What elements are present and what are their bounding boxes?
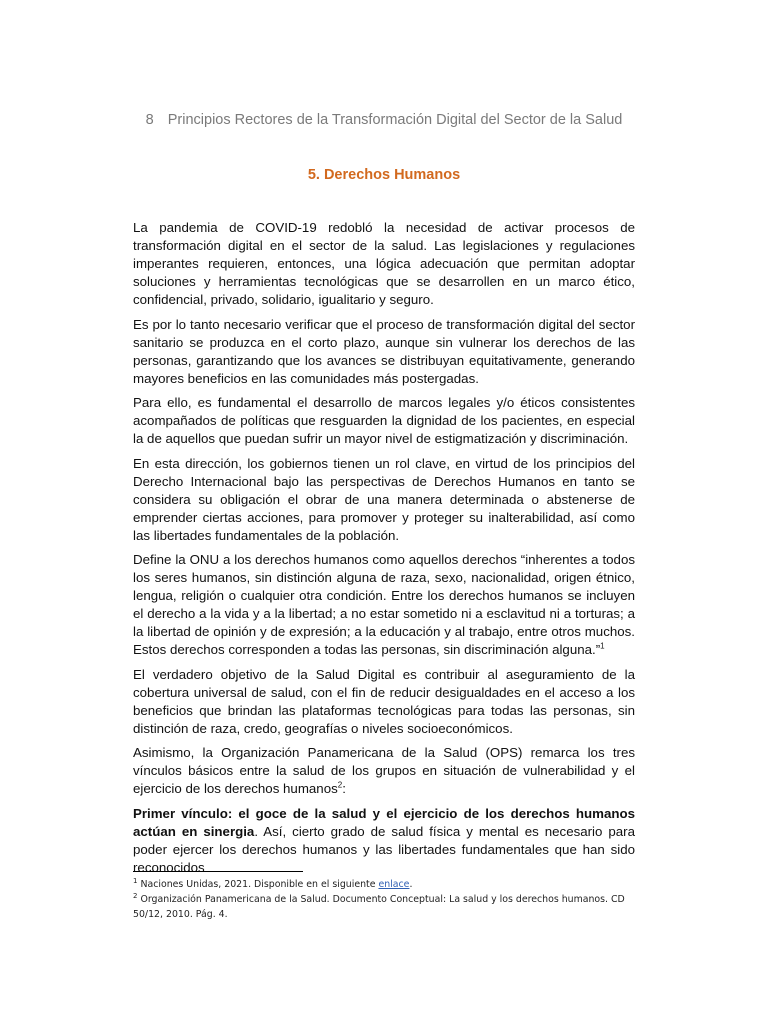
paragraph xyxy=(133,744,635,798)
body-text xyxy=(133,219,635,883)
paragraph-end: : xyxy=(342,781,346,796)
paragraph: El verdadero objetivo de la Salud Digital es contribuir al aseguramiento de la cobertura universal de salud, con el fin de reducir desigualdades en el acceso a los beneficios que brindan las plataformas tecnológicas para todas las personas, sin distinción de raza, credo, geografías o niveles socioeconómicos. xyxy=(133,666,635,736)
running-title: Principios Rectores de la Transformación Digital del Sector de la Salud xyxy=(167,112,623,128)
paragraph: En esta dirección, los gobiernos tienen un rol clave, en virtud de los principios del Derecho Internacional bajo las perspectivas de Derechos Humanos en tanto se considera su obligación el obrar de una manera determinada o abstenerse de emprender ciertas acciones, para promover y proteger su inalterabilidad, así como las libertades fundamentales de la población. xyxy=(133,455,635,543)
footnote-text: Organización Panamericana de la Salud. Documento Conceptual: La salud y los derechos humanos. CD 50/12, 2010. Pág. 4. xyxy=(133,894,625,920)
footnote-end: . xyxy=(409,879,413,890)
footnote xyxy=(133,877,635,892)
paragraph-text: Asimismo, la Organización Panamericana de la Salud (OPS) remarca los tres vínculos básicos entre la salud de los grupos en situación de vulnerabilidad y el ejercicio de los derechos humanos xyxy=(133,745,635,796)
paragraph-text: Define la ONU a los derechos humanos como aquellos derechos “inherentes a todos los seres humanos, sin distinción alguna de raza, sexo, nacionalidad, origen étnico, lengua, religión o cualquier otra condición. Entre los derechos humanos se incluyen el derecho a la vida y a la libertad; a no estar sometido ni a esclavitud ni a torturas; a la libertad de opinión y de expresión; a la educación y al trabajo, entre otros muchos. Estos derechos corresponden a todas las personas, sin discriminación alguna.” xyxy=(133,552,635,657)
paragraph xyxy=(133,805,635,877)
footnote-ref[interactable]: 1 xyxy=(600,641,605,651)
footnote-marker: 1 xyxy=(133,876,138,885)
paragraph: La pandemia de COVID-19 redobló la necesidad de activar procesos de transformación digital en el sector de la salud. Las legislaciones y regulaciones imperantes requieren, entonces, una lógica adecuación que permitan adoptar soluciones y herramientas tecnológicas que se desarrollen en un marco ético, confidencial, privado, solidario, igualitario y seguro. xyxy=(133,220,635,307)
footnote-divider xyxy=(133,871,303,872)
running-header xyxy=(0,112,768,128)
paragraph-text: . Así, cierto grado de salud física y mental es necesario para poder ejercer los derechos humanos y las libertades fundamentales que han sido reconocidos xyxy=(133,823,636,875)
paragraph xyxy=(133,551,635,659)
footnote-link[interactable]: enlace xyxy=(378,879,410,890)
footnotes xyxy=(133,877,635,922)
footnote-text: Naciones Unidas, 2021. Disponible en el siguiente xyxy=(137,879,379,890)
footnote xyxy=(133,892,635,922)
footnote-ref[interactable]: 2 xyxy=(337,780,343,790)
bold-lead: Primer vínculo: el goce de la salud y el ejercicio de los derechos humanos actúan en sinergia xyxy=(133,805,635,839)
footnote-marker: 2 xyxy=(133,891,138,900)
paragraph: Es por lo tanto necesario verificar que el proceso de transformación digital del sector sanitario se produzca en el corto plazo, aunque sin vulnerar los derechos de las personas, garantizando que los avances se distribuyan equitativamente, generando mayores beneficios en las comunidades más postergadas. xyxy=(133,316,635,386)
paragraph: Para ello, es fundamental el desarrollo de marcos legales y/o éticos consistentes acompañados de políticas que resguarden la dignidad de los pacientes, en especial la de aquellos que puedan sufrir un mayor nivel de estigmatización y discriminación. xyxy=(133,395,635,446)
section-title: 5. Derechos Humanos xyxy=(307,167,461,183)
page-number: 8 xyxy=(145,112,154,128)
